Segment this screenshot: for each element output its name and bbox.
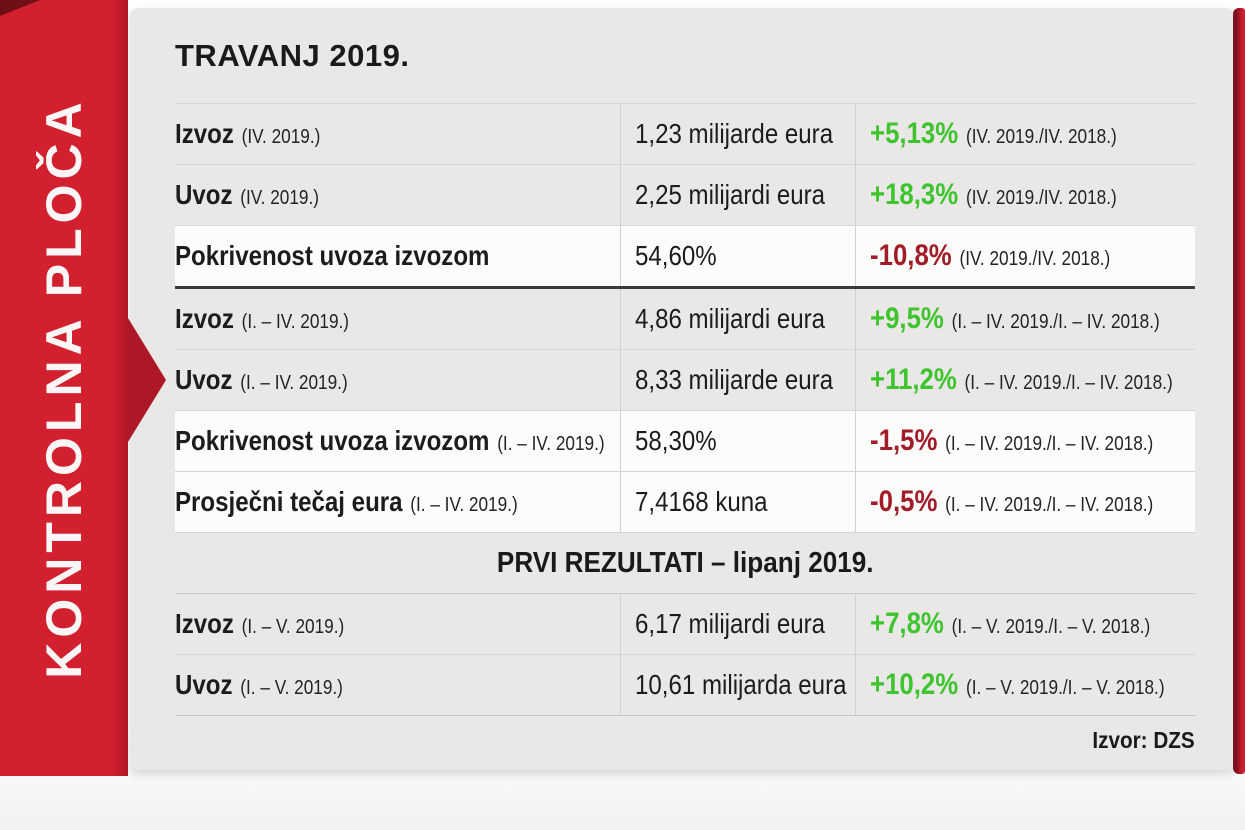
row-value: 54,60% (635, 240, 717, 271)
row-label: Izvoz (175, 118, 234, 149)
row-change-percent: -1,5% (870, 424, 938, 457)
row-change-note: (I. – V. 2019./I. – V. 2018.) (951, 616, 1151, 638)
section-header-row (175, 532, 1195, 593)
row-value: 7,4168 kuna (635, 486, 768, 517)
change-cell (855, 289, 1195, 349)
row-value: 2,25 milijardi eura (635, 179, 826, 210)
row-label-note: (I. – V. 2019.) (241, 616, 345, 638)
row-label: Pokrivenost uvoza izvozom (175, 240, 490, 271)
row-label-note: (IV. 2019.) (240, 187, 320, 209)
value-cell (620, 594, 855, 654)
indicator-cell (175, 165, 620, 225)
row-label-note: (I. – IV. 2019.) (240, 372, 348, 394)
table-row (175, 654, 1195, 716)
indicator-cell (175, 289, 620, 349)
table-row (175, 410, 1195, 471)
row-value: 58,30% (635, 425, 717, 456)
panel-title: TRAVANJ 2019. (175, 37, 410, 73)
row-change-percent: -0,5% (870, 485, 938, 518)
indicator-cell (175, 594, 620, 654)
table-row (175, 593, 1195, 654)
row-label: Uvoz (175, 669, 233, 700)
change-cell (855, 655, 1195, 715)
table-section-travanj (175, 103, 1195, 532)
row-label: Prosječni tečaj eura (175, 486, 403, 517)
page-edge-strip (1233, 8, 1245, 774)
change-cell (855, 226, 1195, 286)
row-change-note: (IV. 2019./IV. 2018.) (965, 126, 1117, 148)
row-value: 10,61 milijarda eura (635, 669, 847, 700)
row-change-percent: -10,8% (870, 239, 952, 272)
value-cell (620, 165, 855, 225)
indicator-cell (175, 411, 620, 471)
row-label: Uvoz (175, 179, 233, 210)
change-cell (855, 104, 1195, 164)
row-label: Izvoz (175, 303, 234, 334)
row-label-note: (IV. 2019.) (241, 126, 321, 148)
change-cell (855, 411, 1195, 471)
source-label: Izvor: DZS (1092, 726, 1195, 753)
row-change-note: (I. – IV. 2019./I. – IV. 2018.) (945, 494, 1154, 516)
value-cell (620, 350, 855, 410)
row-change-percent: +18,3% (870, 178, 959, 211)
indicator-cell (175, 104, 620, 164)
row-label: Izvoz (175, 608, 234, 639)
indicator-cell (175, 655, 620, 715)
table-row (175, 225, 1195, 286)
table-row (175, 349, 1195, 410)
value-cell (620, 655, 855, 715)
ribbon-title: KONTROLNA PLOČA (36, 97, 92, 679)
row-label-note: (I. – V. 2019.) (240, 677, 343, 699)
row-change-percent: +11,2% (870, 363, 957, 396)
table-row (175, 286, 1195, 349)
row-label: Pokrivenost uvoza izvozom (175, 425, 490, 456)
row-change-note: (I. – IV. 2019./I. – IV. 2018.) (951, 311, 1160, 333)
row-change-note: (IV. 2019./IV. 2018.) (959, 248, 1111, 270)
panel-footer (175, 716, 1195, 764)
indicator-cell (175, 226, 620, 286)
table-row (175, 164, 1195, 225)
row-label-note: (I. – IV. 2019.) (410, 494, 518, 516)
row-value: 1,23 milijarde eura (635, 118, 834, 149)
row-value: 8,33 milijarde eura (635, 364, 834, 395)
row-change-note: (IV. 2019./IV. 2018.) (965, 187, 1117, 209)
row-change-note: (I. – IV. 2019./I. – IV. 2018.) (945, 433, 1154, 455)
row-label: Uvoz (175, 364, 233, 395)
value-cell (620, 104, 855, 164)
value-cell (620, 472, 855, 532)
table-row (175, 103, 1195, 164)
indicator-cell (175, 472, 620, 532)
table-row (175, 471, 1195, 532)
value-cell (620, 289, 855, 349)
panel-content (130, 8, 1235, 764)
change-cell (855, 472, 1195, 532)
row-change-percent: +10,2% (870, 668, 959, 701)
change-cell (855, 594, 1195, 654)
row-change-percent: +5,13% (870, 117, 959, 150)
row-label-note: (I. – IV. 2019.) (497, 433, 605, 455)
table-section-lipanj (175, 593, 1195, 716)
row-value: 6,17 milijardi eura (635, 608, 826, 639)
control-panel-ribbon (0, 0, 166, 776)
row-change-note: (I. – V. 2019./I. – V. 2018.) (965, 677, 1165, 699)
dashboard-panel (130, 8, 1235, 770)
row-label-note: (I. – IV. 2019.) (241, 311, 350, 333)
change-cell (855, 165, 1195, 225)
value-cell (620, 226, 855, 286)
row-change-percent: +9,5% (870, 302, 944, 335)
indicator-cell (175, 350, 620, 410)
change-cell (855, 350, 1195, 410)
row-change-note: (I. – IV. 2019./I. – IV. 2018.) (964, 372, 1173, 394)
row-value: 4,86 milijardi eura (635, 303, 826, 334)
value-cell (620, 411, 855, 471)
section-header-label: PRVI REZULTATI – lipanj 2019. (496, 546, 874, 579)
row-change-percent: +7,8% (870, 607, 944, 640)
